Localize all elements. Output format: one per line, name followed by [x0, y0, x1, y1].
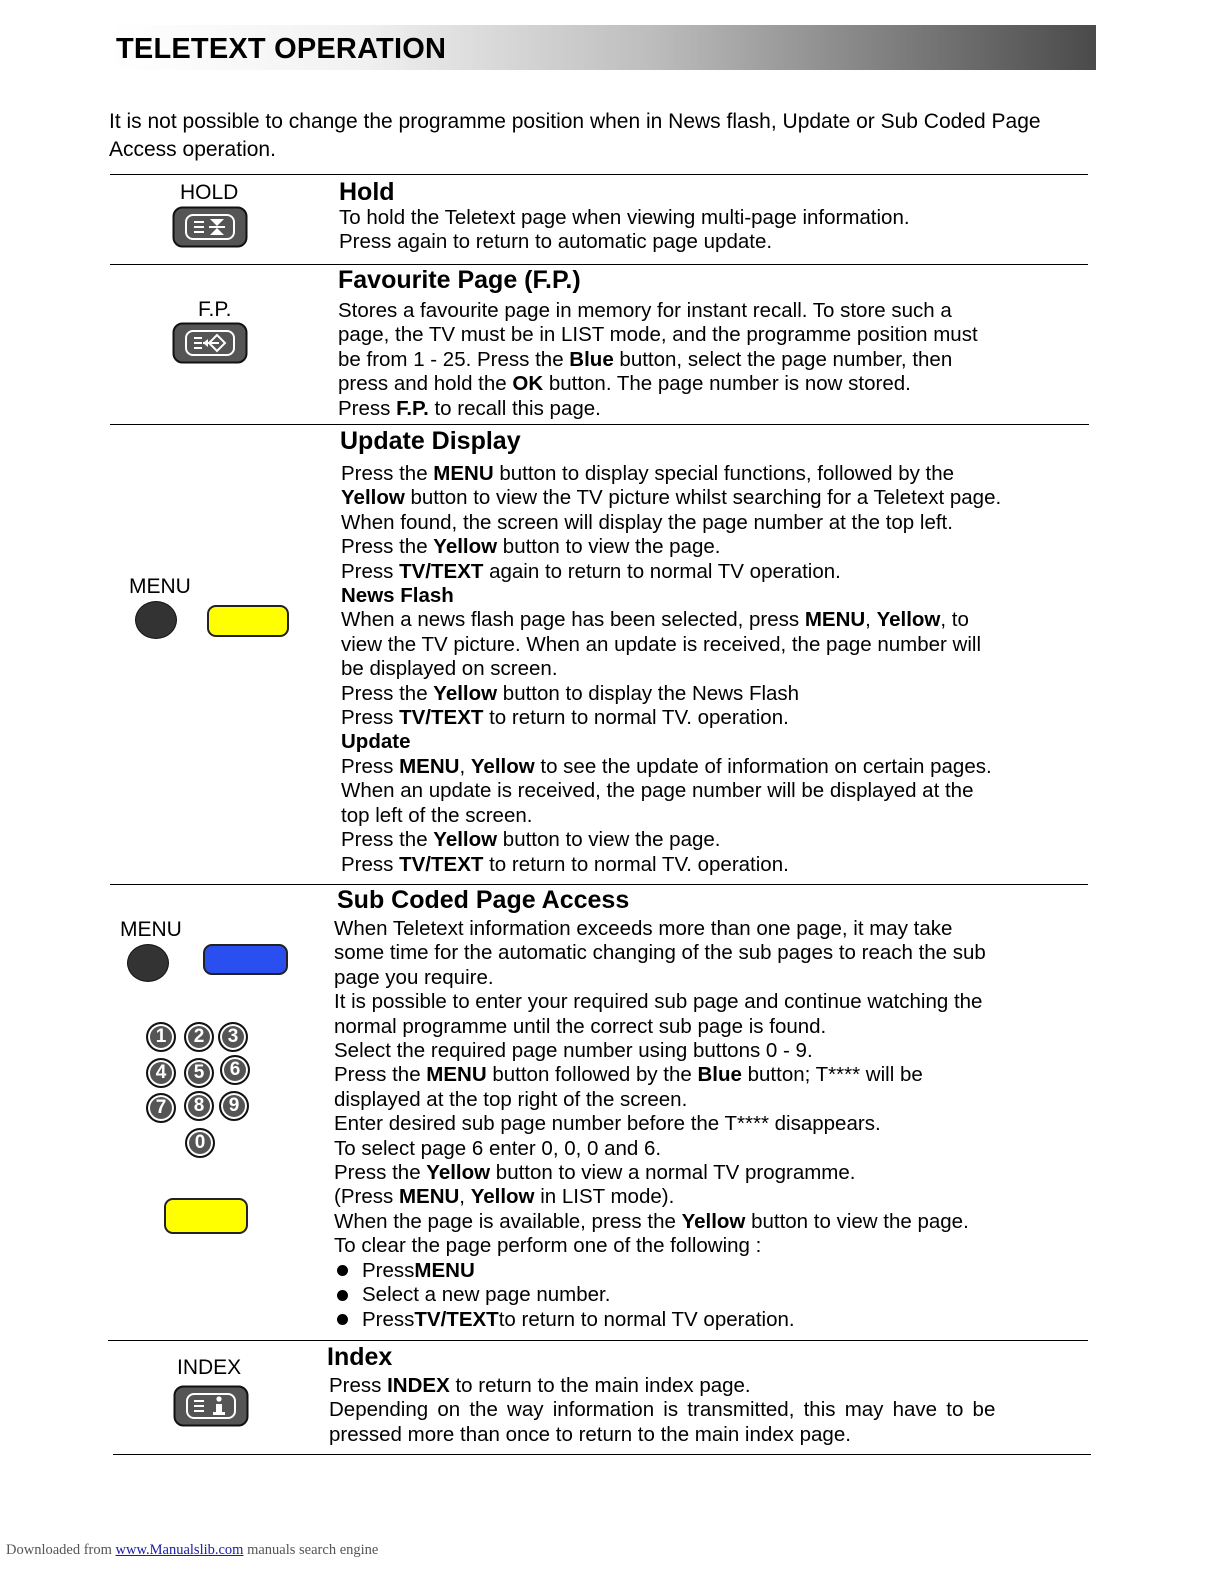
- fp-button[interactable]: [172, 322, 248, 364]
- text-line: Press TV/TEXT to return to normal TV. operation.: [341, 852, 789, 876]
- yellow-button[interactable]: [207, 605, 289, 637]
- text-line: Enter desired sub page number before the T**** disappears.: [334, 1112, 881, 1136]
- index-button-label: INDEX: [177, 1356, 242, 1379]
- text-line: When a news flash page has been selected, press MENU, Yellow, to: [341, 608, 969, 632]
- divider: [113, 1454, 1091, 1455]
- divider: [110, 264, 1088, 265]
- sub-coded-body: [334, 917, 1084, 1332]
- digit-3-button[interactable]: 3: [218, 1022, 248, 1052]
- menu-button-label: MENU: [129, 575, 191, 598]
- digit-1-button[interactable]: 1: [146, 1022, 176, 1052]
- divider: [110, 424, 1089, 425]
- text-line: Press the Yellow button to view the page.: [341, 535, 721, 559]
- fp-body: [338, 299, 1088, 421]
- divider: [108, 1340, 1088, 1341]
- text-line: When Teletext information exceeds more than one page, it may take: [334, 917, 953, 940]
- text-line: Press TV/TEXT again to return to normal TV operation.: [341, 559, 841, 583]
- digit-5-button[interactable]: 5: [184, 1058, 214, 1088]
- digit-4-button[interactable]: 4: [146, 1058, 176, 1088]
- text-line: Stores a favourite page in memory for instant recall. To store such a: [338, 299, 952, 322]
- index-body: [329, 1374, 1079, 1447]
- text-line: It is possible to enter your required sub page and continue watching the: [334, 990, 983, 1014]
- footer: Downloaded from www.Manualslib.com manuals search engine: [6, 1542, 379, 1558]
- divider: [110, 174, 1088, 175]
- text-line: Press MENU, Yellow to see the update of information on certain pages.: [341, 754, 992, 778]
- hold-body: [339, 206, 1089, 255]
- page-title: TELETEXT OPERATION: [116, 33, 447, 65]
- fp-title: Favourite Page (F.P.): [338, 266, 581, 294]
- bullet-icon: [337, 1265, 348, 1276]
- hold-button[interactable]: [172, 206, 248, 248]
- hold-title: Hold: [339, 178, 395, 206]
- menu-button[interactable]: [135, 601, 177, 639]
- text-line: To select page 6 enter 0, 0, 0 and 6.: [334, 1136, 662, 1160]
- text-line: be displayed on screen.: [341, 657, 558, 681]
- text-line: Press the MENU button followed by the Blue button; T**** will be: [334, 1063, 923, 1087]
- text-line: page, the TV must be in LIST mode, and the programme position must: [338, 323, 978, 347]
- manualslib-link[interactable]: www.Manualslib.com: [115, 1542, 244, 1558]
- text-line: Press the Yellow button to view a normal TV programme.: [334, 1161, 856, 1185]
- yellow-button[interactable]: [164, 1198, 248, 1234]
- digit-9-button[interactable]: 9: [219, 1091, 249, 1121]
- text-line: Press the Yellow button to display the News Flash: [341, 681, 800, 705]
- text-line: Press F.P. to recall this page.: [338, 396, 601, 420]
- section-header-bar: [108, 25, 1096, 70]
- text-line: view the TV picture. When an update is received, the page number will: [341, 632, 982, 656]
- index-title: Index: [327, 1343, 393, 1371]
- text-line: When found, the screen will display the page number at the top left.: [341, 510, 953, 534]
- text-line: To clear the page perform one of the following :: [334, 1234, 762, 1258]
- text-line: some time for the automatic changing of the sub pages to reach the sub: [334, 941, 986, 965]
- divider: [110, 884, 1088, 885]
- update-subtitle: Update: [341, 730, 411, 754]
- text-line: Press the Yellow button to view the page.: [341, 828, 721, 852]
- bullet-item: Select a new page number.: [334, 1283, 1084, 1307]
- text-line: page you require.: [334, 965, 494, 989]
- menu-button-label: MENU: [120, 918, 182, 941]
- text-line: Press TV/TEXT to return to normal TV. operation.: [341, 706, 789, 730]
- text-line: To hold the Teletext page when viewing multi-page information.: [339, 206, 910, 229]
- digit-2-button[interactable]: 2: [184, 1022, 214, 1052]
- update-display-title: Update Display: [340, 427, 521, 455]
- bullet-item: Press TV/TEXT to return to normal TV operation.: [334, 1308, 1084, 1332]
- text-line: displayed at the top right of the screen.: [334, 1087, 688, 1111]
- digit-7-button[interactable]: 7: [146, 1093, 176, 1123]
- text-line: Depending on the way information is transmitted, this may have to be: [329, 1398, 996, 1422]
- text-line: normal programme until the correct sub page is found.: [334, 1014, 827, 1038]
- menu-button[interactable]: [127, 944, 169, 982]
- blue-button[interactable]: [203, 944, 288, 975]
- text-line: press and hold the OK button. The page number is now stored.: [338, 372, 911, 396]
- text-line: Yellow button to view the TV picture whilst searching for a Teletext page.: [341, 486, 1002, 510]
- text-line: When the page is available, press the Yellow button to view the page.: [334, 1209, 969, 1233]
- text-line: Press again to return to automatic page update.: [339, 230, 773, 254]
- bullet-icon: [337, 1314, 348, 1325]
- text-line: Press the MENU button to display special functions, followed by the: [341, 462, 955, 485]
- digit-6-button[interactable]: 6: [220, 1055, 250, 1085]
- bullet-icon: [337, 1290, 348, 1301]
- text-line: top left of the screen.: [341, 803, 533, 827]
- text-line: pressed more than once to return to the main index page.: [329, 1422, 851, 1446]
- intro-paragraph: It is not possible to change the programme position when in News flash, Update or Sub Coded Page Access operation.: [109, 110, 1041, 161]
- fp-button-label: F.P.: [198, 298, 232, 321]
- index-button[interactable]: [173, 1385, 249, 1427]
- bullet-item: Press MENU: [334, 1259, 1084, 1283]
- hold-button-label: HOLD: [180, 181, 239, 204]
- digit-8-button[interactable]: 8: [184, 1091, 214, 1121]
- digit-0-button[interactable]: 0: [185, 1128, 215, 1158]
- text-line: Select the required page number using buttons 0 - 9.: [334, 1039, 813, 1063]
- sub-coded-title: Sub Coded Page Access: [337, 886, 630, 914]
- text-line: be from 1 - 25. Press the Blue button, select the page number, then: [338, 347, 953, 371]
- update-display-body: [341, 462, 1091, 877]
- news-flash-subtitle: News Flash: [341, 584, 454, 608]
- text-line: (Press MENU, Yellow in LIST mode).: [334, 1185, 675, 1209]
- text-line: When an update is received, the page number will be displayed at the: [341, 779, 974, 803]
- text-line: Press INDEX to return to the main index page.: [329, 1374, 751, 1397]
